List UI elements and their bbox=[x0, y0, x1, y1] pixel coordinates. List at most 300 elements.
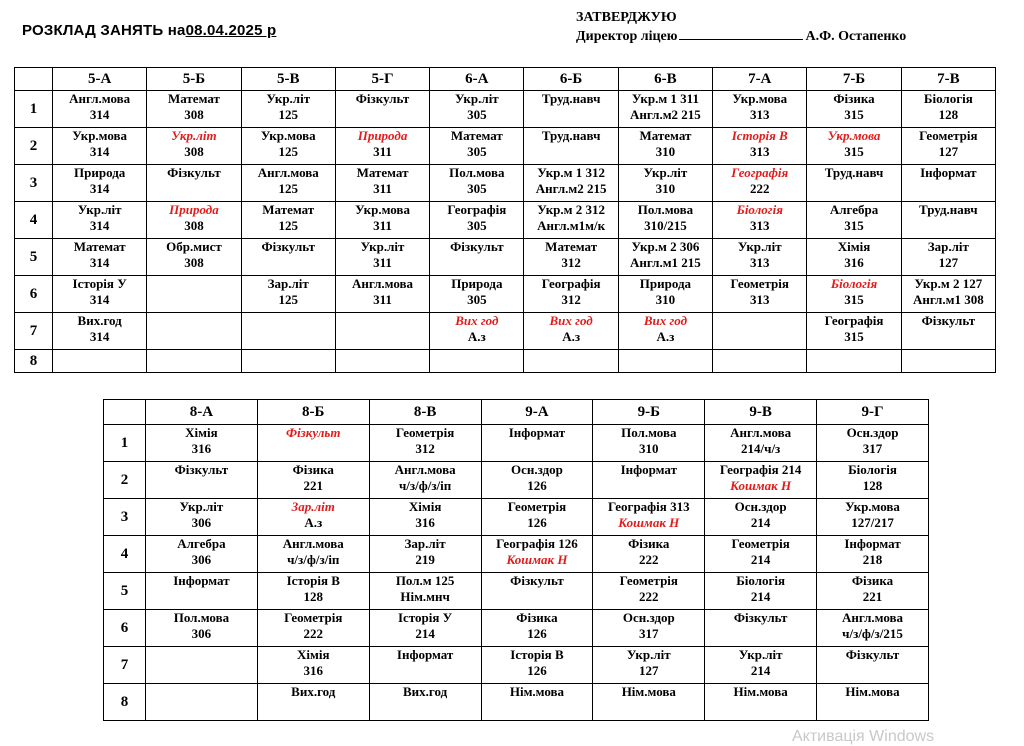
subject-text: Географія bbox=[541, 276, 601, 291]
subject-text: Математ bbox=[356, 165, 409, 180]
header-row bbox=[15, 68, 996, 91]
schedule-cell bbox=[369, 573, 481, 610]
subject-text: Інформат bbox=[920, 165, 977, 180]
class-header-6-А: 6-А bbox=[430, 68, 524, 91]
schedule-cell bbox=[524, 91, 618, 128]
room-text: 314 bbox=[89, 144, 110, 159]
lesson-row bbox=[104, 462, 929, 499]
subject-text: Укр.літ bbox=[643, 165, 688, 180]
room-text: 311 bbox=[373, 218, 392, 233]
subject-text: Осн.здор bbox=[510, 462, 563, 477]
schedule-cell bbox=[430, 239, 524, 276]
subject-text: Фізкульт bbox=[261, 239, 316, 254]
lesson-number: 7 bbox=[15, 313, 53, 350]
subject-text: Фізика bbox=[851, 573, 894, 588]
subject-text: Фізкульт bbox=[845, 647, 900, 662]
lesson-row bbox=[15, 313, 996, 350]
room-text: 214 bbox=[750, 552, 771, 567]
schedule-cell bbox=[807, 276, 901, 313]
room-text: 316 bbox=[303, 663, 324, 678]
lesson-row bbox=[15, 239, 996, 276]
schedule-cell bbox=[147, 239, 241, 276]
subject-text: Алгебра bbox=[177, 536, 226, 551]
schedule-cell bbox=[807, 239, 901, 276]
schedule-cell bbox=[241, 128, 335, 165]
class-header-7-А: 7-А bbox=[713, 68, 807, 91]
schedule-cell bbox=[146, 647, 258, 684]
room-text: 314 bbox=[89, 329, 110, 344]
windows-activation-watermark: Активація Windows bbox=[792, 728, 935, 745]
room-text: 218 bbox=[862, 552, 883, 567]
subject-text: Природа bbox=[451, 276, 503, 291]
room-text: 308 bbox=[184, 144, 204, 159]
room-text: 214/ч/з bbox=[741, 441, 781, 456]
schedule-cell bbox=[335, 350, 429, 373]
subject-text: Вих.год bbox=[77, 313, 122, 328]
room-text: 128 bbox=[862, 478, 883, 493]
room-text: 305 bbox=[467, 292, 487, 307]
schedule-cell bbox=[430, 350, 524, 373]
schedule-cell bbox=[257, 425, 369, 462]
subject-text: Англ.мова bbox=[282, 536, 344, 551]
subject-text: Укр.літ bbox=[454, 91, 499, 106]
room-text: 305 bbox=[467, 107, 487, 122]
schedule-cell bbox=[807, 350, 901, 373]
schedule-cell bbox=[430, 128, 524, 165]
room-text: 127 bbox=[639, 663, 659, 678]
class-header-5-В: 5-В bbox=[241, 68, 335, 91]
schedule-cell bbox=[901, 128, 995, 165]
room-text: 311 bbox=[373, 255, 392, 270]
subject-text: Фізкульт bbox=[733, 610, 788, 625]
subject-text: Укр.мова bbox=[260, 128, 316, 143]
room-text: Нім.мнч bbox=[400, 589, 450, 604]
schedule-cell bbox=[593, 462, 705, 499]
lesson-row bbox=[104, 499, 929, 536]
lesson-number: 4 bbox=[15, 202, 53, 239]
subject-text: Геометрія bbox=[731, 536, 790, 551]
schedule-cell bbox=[53, 239, 147, 276]
schedule-cell bbox=[241, 313, 335, 350]
schedule-cell bbox=[524, 350, 618, 373]
room-text: 222 bbox=[639, 589, 659, 604]
schedule-cell bbox=[241, 91, 335, 128]
room-text: 306 bbox=[191, 552, 212, 567]
schedule-cell bbox=[257, 499, 369, 536]
schedule-cell bbox=[593, 536, 705, 573]
schedule-cell bbox=[901, 350, 995, 373]
schedule-cell bbox=[524, 276, 618, 313]
schedule-cell bbox=[257, 610, 369, 647]
subject-text: Математ bbox=[167, 91, 220, 106]
subject-text: Фізкульт bbox=[286, 425, 341, 440]
class-header-9-А: 9-А bbox=[481, 400, 593, 425]
schedule-cell bbox=[817, 684, 929, 721]
lesson-row bbox=[104, 684, 929, 721]
lesson-number: 5 bbox=[104, 573, 146, 610]
title-date: 08.04.2025 р bbox=[185, 22, 277, 39]
room-text: 313 bbox=[749, 218, 770, 233]
schedule-cell bbox=[335, 91, 429, 128]
subject-text: Природа bbox=[169, 202, 219, 217]
subject-text: Пол.мова bbox=[621, 425, 677, 440]
schedule-cell bbox=[817, 573, 929, 610]
subject-text: Математ bbox=[639, 128, 692, 143]
room-text: ч/з/ф/з/іп bbox=[398, 478, 452, 493]
subject-text: Укр.літ bbox=[77, 202, 122, 217]
schedule-cell bbox=[369, 536, 481, 573]
subject-text: Географія 313 bbox=[608, 499, 690, 514]
lesson-number: 1 bbox=[15, 91, 53, 128]
room-text: 313 bbox=[749, 144, 770, 159]
room-text: 126 bbox=[527, 478, 547, 493]
subject-text: Географія 214 bbox=[719, 462, 802, 477]
room-text: Англ.м1м/к bbox=[537, 218, 606, 233]
class-header-6-Б: 6-Б bbox=[524, 68, 618, 91]
schedule-cell bbox=[713, 202, 807, 239]
schedule-cell bbox=[618, 91, 712, 128]
class-header-5-А: 5-А bbox=[53, 68, 147, 91]
director-name: А.Ф. Остапенко bbox=[805, 29, 907, 44]
schedule-cell bbox=[481, 684, 593, 721]
schedule-cell bbox=[430, 276, 524, 313]
room-text: А.з bbox=[656, 329, 675, 344]
lesson-row bbox=[104, 425, 929, 462]
schedule-cell bbox=[53, 91, 147, 128]
schedule-cell bbox=[335, 165, 429, 202]
class-header-5-Г: 5-Г bbox=[335, 68, 429, 91]
room-text: 316 bbox=[191, 441, 212, 456]
subject-text: Інформат bbox=[396, 647, 454, 662]
room-text: ч/з/ф/з/іп bbox=[287, 552, 340, 567]
subject-text: Природа bbox=[74, 165, 126, 180]
room-text: 127 bbox=[938, 144, 959, 159]
schedule-cell bbox=[705, 425, 817, 462]
room-text: 219 bbox=[415, 552, 435, 567]
schedule-cell bbox=[147, 276, 241, 313]
schedule-cell bbox=[524, 165, 618, 202]
schedule-cell bbox=[524, 202, 618, 239]
schedule-cell bbox=[241, 165, 335, 202]
schedule-cell bbox=[241, 350, 335, 373]
subject-text: Укр.мова bbox=[355, 202, 410, 217]
subject-text: Англ.мова bbox=[394, 462, 456, 477]
subject-text: Труд.навч bbox=[541, 128, 601, 143]
schedule-cell bbox=[146, 462, 258, 499]
schedule-cell bbox=[147, 350, 241, 373]
subject-text: Фізика bbox=[628, 536, 670, 551]
schedule-cell bbox=[430, 202, 524, 239]
subject-text: Геометрія bbox=[730, 276, 789, 291]
schedule-cell bbox=[618, 276, 712, 313]
room-text: 125 bbox=[278, 144, 298, 159]
subject-text: Зар.літ bbox=[927, 239, 969, 254]
schedule-cell bbox=[147, 202, 241, 239]
subject-text: Біологія bbox=[830, 276, 878, 291]
schedule-cell bbox=[524, 313, 618, 350]
schedule-cell bbox=[369, 647, 481, 684]
lesson-row bbox=[104, 573, 929, 610]
subject-text: Укр.м 2 312 bbox=[537, 202, 606, 217]
subject-text: Історія У bbox=[398, 610, 453, 625]
subject-text: Укр.літ bbox=[171, 128, 217, 143]
room-text: 310 bbox=[655, 181, 676, 196]
room-text: 127 bbox=[938, 255, 959, 270]
class-header-5-Б: 5-Б bbox=[147, 68, 241, 91]
subject-text: Осн.здор bbox=[734, 499, 787, 514]
subject-text: Пол.мова bbox=[173, 610, 230, 625]
room-text: 316 bbox=[415, 515, 435, 530]
room-text: 222 bbox=[639, 552, 659, 567]
schedule-cell bbox=[335, 276, 429, 313]
subject-text: Осн.здор bbox=[846, 425, 899, 440]
room-text: 126 bbox=[527, 626, 547, 641]
schedule-cell bbox=[430, 313, 524, 350]
subject-text: Фізкульт bbox=[921, 313, 976, 328]
room-text: 312 bbox=[415, 441, 435, 456]
room-text: 315 bbox=[844, 329, 864, 344]
schedule-cell bbox=[705, 462, 817, 499]
lesson-number: 3 bbox=[15, 165, 53, 202]
subject-text: Англ.мова bbox=[69, 91, 131, 106]
subject-text: Математ bbox=[262, 202, 315, 217]
subject-text: Зар.літ bbox=[404, 536, 446, 551]
schedule-cell bbox=[146, 610, 258, 647]
room-text: 310 bbox=[655, 292, 676, 307]
header-row bbox=[104, 400, 929, 425]
subject-text: Нім.мова bbox=[733, 684, 788, 699]
room-text: 310/215 bbox=[644, 218, 687, 233]
schedule-cell bbox=[146, 499, 258, 536]
subject-text: Фізкульт bbox=[450, 239, 504, 254]
subject-text: Вих год bbox=[549, 313, 593, 328]
lesson-number: 6 bbox=[15, 276, 53, 313]
schedule-cell bbox=[901, 165, 995, 202]
schedule-cell bbox=[705, 684, 817, 721]
room-text: 308 bbox=[184, 218, 204, 233]
room-text: 126 bbox=[527, 663, 547, 678]
class-header-7-Б: 7-Б bbox=[807, 68, 901, 91]
schedule-cell bbox=[241, 202, 335, 239]
subject-text: Нім.мова bbox=[845, 684, 900, 699]
lesson-row bbox=[15, 128, 996, 165]
room-text: 312 bbox=[561, 255, 581, 270]
subject-text: Вих год bbox=[455, 313, 499, 328]
schedule-cell bbox=[593, 499, 705, 536]
page-title bbox=[22, 22, 276, 39]
schedule-cell bbox=[257, 647, 369, 684]
subject-text: Біологія bbox=[736, 573, 786, 588]
schedule-cell bbox=[257, 536, 369, 573]
schedule-cell bbox=[146, 573, 258, 610]
room-text: 317 bbox=[862, 441, 883, 456]
room-text: 315 bbox=[844, 107, 864, 122]
schedule-cell bbox=[481, 462, 593, 499]
lesson-number: 3 bbox=[104, 499, 146, 536]
subject-text: Інформат bbox=[173, 573, 230, 588]
class-header-9-В: 9-В bbox=[705, 400, 817, 425]
room-text: 306 bbox=[191, 626, 212, 641]
class-header-6-В: 6-В bbox=[618, 68, 712, 91]
schedule-cell bbox=[147, 91, 241, 128]
subject-text: Географія 126 bbox=[496, 536, 578, 551]
schedule-cell bbox=[901, 276, 995, 313]
schedule-cell bbox=[618, 239, 712, 276]
schedule-cell bbox=[53, 202, 147, 239]
room-text: Кошмак Н bbox=[506, 552, 568, 567]
schedule-cell bbox=[147, 313, 241, 350]
schedule-cell bbox=[53, 313, 147, 350]
room-text: 214 bbox=[750, 663, 771, 678]
room-text: 311 bbox=[373, 292, 392, 307]
subject-text: Укр.мова bbox=[732, 91, 788, 106]
subject-text: Обр.мист bbox=[166, 239, 222, 254]
room-text: 311 bbox=[373, 181, 392, 196]
schedule-cell bbox=[713, 350, 807, 373]
schedule-cell bbox=[817, 536, 929, 573]
room-text: 315 bbox=[844, 218, 864, 233]
class-header-7-В: 7-В bbox=[901, 68, 995, 91]
room-text: 313 bbox=[749, 292, 770, 307]
subject-text: Географія bbox=[824, 313, 884, 328]
schedule-cell bbox=[53, 276, 147, 313]
subject-text: Вих.год bbox=[291, 684, 336, 699]
corner-cell bbox=[104, 400, 146, 425]
room-text: 314 bbox=[89, 292, 110, 307]
subject-text: Хімія bbox=[185, 425, 218, 440]
schedule-cell bbox=[807, 91, 901, 128]
signature-line bbox=[679, 27, 803, 40]
schedule-cell bbox=[257, 684, 369, 721]
room-text: 312 bbox=[561, 292, 581, 307]
schedule-cell bbox=[705, 610, 817, 647]
subject-text: Геометрія bbox=[619, 573, 678, 588]
schedule-cell bbox=[713, 276, 807, 313]
room-text: 314 bbox=[89, 181, 110, 196]
room-text: 214 bbox=[415, 626, 435, 641]
subject-text: Пол.мова bbox=[449, 165, 505, 180]
subject-text: Геометрія bbox=[507, 499, 567, 514]
subject-text: Природа bbox=[357, 128, 408, 143]
lesson-number: 8 bbox=[104, 684, 146, 721]
schedule-cell bbox=[147, 165, 241, 202]
room-text: 221 bbox=[303, 478, 324, 493]
room-text: 314 bbox=[89, 107, 110, 122]
subject-text: Укр.літ bbox=[360, 239, 405, 254]
lesson-row bbox=[104, 536, 929, 573]
class-header-8-А: 8-А bbox=[146, 400, 258, 425]
schedule-cell bbox=[481, 647, 593, 684]
subject-text: Зар.літ bbox=[291, 499, 335, 514]
schedule-cell bbox=[593, 610, 705, 647]
schedule-cell bbox=[901, 239, 995, 276]
schedule-cell bbox=[335, 239, 429, 276]
schedule-cell bbox=[593, 684, 705, 721]
lesson-number: 1 bbox=[104, 425, 146, 462]
lesson-number: 7 bbox=[104, 647, 146, 684]
room-text: 315 bbox=[844, 144, 864, 159]
schedule-cell bbox=[146, 425, 258, 462]
schedule-cell bbox=[146, 536, 258, 573]
schedule-cell bbox=[53, 350, 147, 373]
schedule-cell bbox=[481, 536, 593, 573]
schedule-cell bbox=[807, 202, 901, 239]
subject-text: Математ bbox=[73, 239, 126, 254]
room-text: 316 bbox=[844, 255, 864, 270]
room-text: Англ.м1 308 bbox=[912, 292, 984, 307]
schedule-cell bbox=[430, 91, 524, 128]
room-text: Англ.м1 215 bbox=[630, 255, 701, 270]
schedule-cell bbox=[807, 165, 901, 202]
class-header-8-Б: 8-Б bbox=[257, 400, 369, 425]
schedule-cell bbox=[524, 239, 618, 276]
subject-text: Інформат bbox=[620, 462, 677, 477]
room-text: 313 bbox=[749, 107, 770, 122]
subject-text: Англ.мова bbox=[352, 276, 414, 291]
room-text: А.з bbox=[562, 329, 581, 344]
subject-text: Укр.м 2 306 bbox=[631, 239, 700, 254]
lesson-row bbox=[15, 350, 996, 373]
schedule-cell bbox=[369, 462, 481, 499]
subject-text: Нім.мова bbox=[509, 684, 565, 699]
schedule-cell bbox=[817, 462, 929, 499]
subject-text: Інформат bbox=[508, 425, 566, 440]
schedule-cell bbox=[705, 536, 817, 573]
schedule-cell bbox=[593, 573, 705, 610]
approval-block bbox=[576, 8, 906, 46]
lesson-row bbox=[15, 202, 996, 239]
room-text: 314 bbox=[89, 255, 110, 270]
room-text: Кошмак Н bbox=[618, 515, 680, 530]
room-text: 314 bbox=[89, 218, 110, 233]
subject-text: Біологія bbox=[736, 202, 783, 217]
room-text: 222 bbox=[749, 181, 770, 196]
room-text: 305 bbox=[467, 218, 487, 233]
subject-text: Фізкульт bbox=[510, 573, 564, 588]
schedule-cell bbox=[817, 425, 929, 462]
room-text: 128 bbox=[938, 107, 959, 122]
subject-text: Вих год bbox=[643, 313, 688, 328]
room-text: 305 bbox=[467, 181, 487, 196]
schedule-cell bbox=[713, 128, 807, 165]
subject-text: Природа bbox=[639, 276, 692, 291]
subject-text: Історія В bbox=[286, 573, 340, 588]
schedule-cell bbox=[618, 128, 712, 165]
room-text: 308 bbox=[184, 107, 204, 122]
schedule-cell bbox=[481, 610, 593, 647]
room-text: 214 bbox=[750, 589, 771, 604]
class-header-8-В: 8-В bbox=[369, 400, 481, 425]
schedule-cell bbox=[335, 128, 429, 165]
schedule-cell bbox=[241, 239, 335, 276]
subject-text: Геометрія bbox=[284, 610, 343, 625]
subject-text: Математ bbox=[545, 239, 598, 254]
schedule-cell bbox=[901, 202, 995, 239]
subject-text: Історія В bbox=[731, 128, 788, 143]
room-text: 221 bbox=[862, 589, 883, 604]
subject-text: Фізкульт bbox=[174, 462, 229, 477]
director-label: Директор ліцею bbox=[576, 29, 678, 44]
room-text: 127/217 bbox=[851, 515, 894, 530]
subject-text: Історія У bbox=[72, 276, 127, 291]
subject-text: Географія bbox=[447, 202, 507, 217]
schedule-cell bbox=[618, 350, 712, 373]
schedule-cell bbox=[713, 313, 807, 350]
subject-text: Укр.м 2 127 bbox=[914, 276, 983, 291]
subject-text: Хімія bbox=[408, 499, 442, 514]
lesson-row bbox=[104, 647, 929, 684]
room-text: 126 bbox=[527, 515, 547, 530]
